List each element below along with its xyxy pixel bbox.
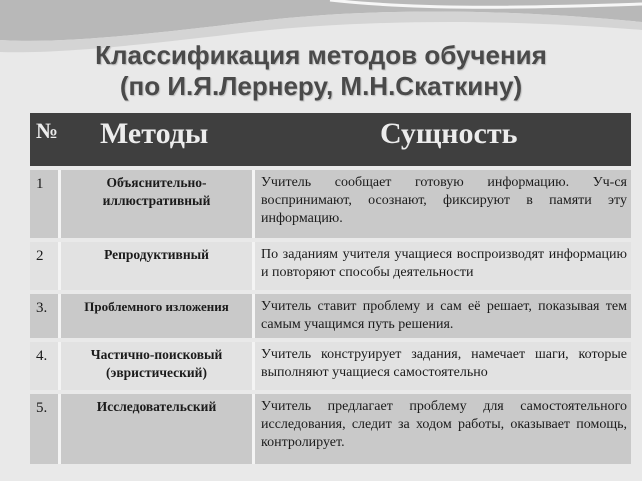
methods-table bbox=[30, 113, 631, 464]
row-essence: Учитель конструирует задания, намечает шаги, которые выполняют учащиеся самостоятельно bbox=[255, 342, 631, 390]
table-row bbox=[30, 394, 631, 464]
header-essence: Сущность bbox=[380, 117, 518, 150]
row-number: 2 bbox=[30, 242, 58, 290]
header-number: № bbox=[36, 118, 59, 143]
table-row bbox=[30, 342, 631, 390]
table-row bbox=[30, 170, 631, 238]
table-row bbox=[30, 294, 631, 338]
table-header bbox=[30, 113, 631, 166]
row-method: Репродуктивный bbox=[61, 242, 252, 290]
row-number: 5. bbox=[30, 394, 58, 464]
row-essence: Учитель предлагает проблему для самостоятельного исследования, следит за ходом работы, оказывает помощь, контролирует. bbox=[255, 394, 631, 464]
row-number: 4. bbox=[30, 342, 58, 390]
row-essence: Учитель ставит проблему и сам её решает, показывая тем самым учащимся путь решения. bbox=[255, 294, 631, 338]
title-line-1: Классификация методов обучения bbox=[95, 40, 547, 70]
row-essence: Учитель сообщает готовую информацию. Уч-ся воспринимают, осознают, фиксируют в памяти эту информацию. bbox=[255, 170, 631, 238]
row-method: Частично-поисковый (эвристический) bbox=[61, 342, 252, 390]
row-method: Исследовательский bbox=[61, 394, 252, 464]
row-number: 3. bbox=[30, 294, 58, 338]
row-method: Объяснительно-иллюстративный bbox=[61, 170, 252, 238]
slide-title bbox=[0, 40, 642, 102]
row-method: Проблемного изложения bbox=[61, 294, 252, 338]
row-essence: По заданиям учителя учащиеся воспроизводят информацию и повторяют способы деятельности bbox=[255, 242, 631, 290]
header-methods: Методы bbox=[100, 117, 209, 150]
table-row bbox=[30, 242, 631, 290]
row-number: 1 bbox=[30, 170, 58, 238]
title-line-2: (по И.Я.Лернеру, М.Н.Скаткину) bbox=[119, 71, 523, 101]
